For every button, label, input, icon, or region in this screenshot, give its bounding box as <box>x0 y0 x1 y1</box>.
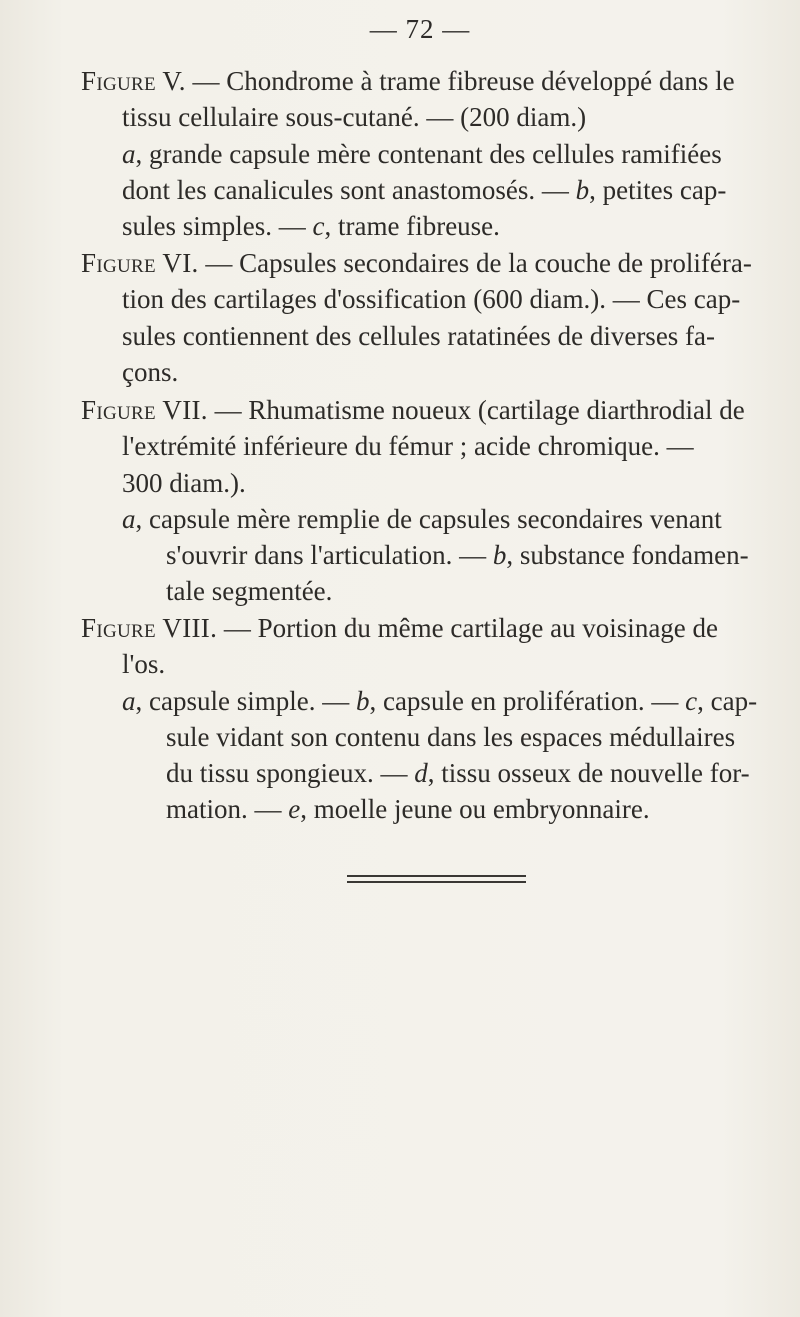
legend-letter: d <box>414 758 428 789</box>
legend-letter: e <box>288 794 301 825</box>
legend-letter: b <box>575 174 590 205</box>
figure-vii-caption: Figure VII. — Rhumatisme noueux (cartilage diarthrodial de l'extrémité inférieure du fémur ; acide chromique. — 300 diam.). a, capsule mère remplie de capsules secondaires venant s'ouvrir dans l'articulation. — b, substance fondamen- tale segmentée. <box>81 395 749 607</box>
figure-label: Figure VII. <box>81 395 208 425</box>
legend-letter: b <box>355 685 370 716</box>
figure-vi-caption: Figure VI. — Capsules secondaires de la couche de proliféra- tion des cartilages d'ossification (600 diam.). — Ces cap- sules contiennent des cellules ratatinées de diverses fa- çons. <box>81 248 752 387</box>
figure-label: Figure VI. <box>81 248 199 278</box>
figure-v-caption: Figure V. — Chondrome à trame fibreuse développé dans le tissu cellulaire sous-cutané. — (200 diam.) a, grande capsule mère contenant des cellules ramifiées dont les canalicules sont anastomosés. — b, petites cap- sules simples. — c, trame fibreuse. <box>81 66 735 242</box>
figure-viii-caption: Figure VIII. — Portion du même cartilage au voisinage de l'os. a, capsule simple. — b, capsule en prolifération. — c, cap- sule vidant son contenu dans les espaces médullaires du tissu spongieux. — d, tissu osseux de nouvelle for- mation. — e, moelle jeune ou embryonnaire. <box>81 613 758 825</box>
legend-letter: a <box>122 685 136 716</box>
figure-label: Figure V. <box>81 66 186 96</box>
end-rule-bottom <box>347 881 526 883</box>
legend-letter: b <box>492 540 507 571</box>
legend-letter: a <box>122 138 136 169</box>
end-rule-top <box>347 875 526 877</box>
page-number: — 72 — <box>369 14 471 44</box>
legend-letter: c <box>685 685 698 716</box>
legend-letter: a <box>122 503 136 534</box>
figure-label: Figure VIII. <box>81 613 218 643</box>
legend-letter: c <box>312 211 325 242</box>
